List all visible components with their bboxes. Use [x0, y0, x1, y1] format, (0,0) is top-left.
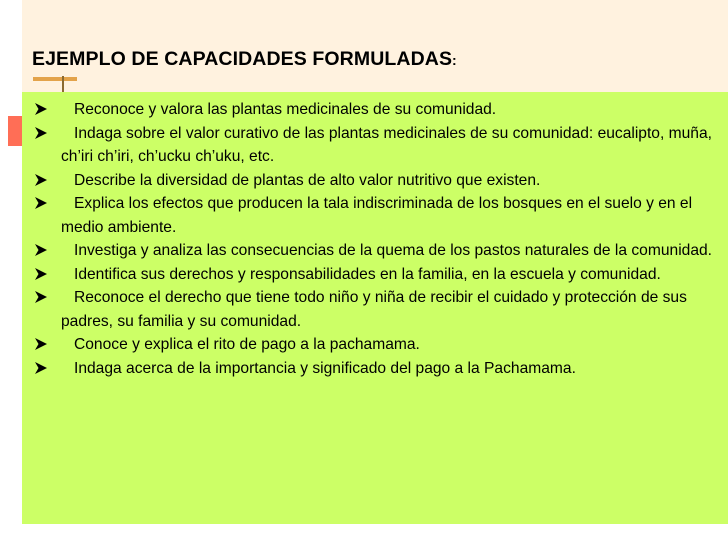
arrowhead-bullet-icon: [34, 102, 48, 116]
title-header-band: [22, 0, 728, 92]
capacity-item-text: Indaga sobre el valor curativo de las plantas medicinales de su comunidad: eucalipto, muña, ch’iri ch’iri, ch’ucku ch’uku, etc.: [61, 124, 712, 165]
capacity-item-text: Reconoce y valora las plantas medicinales de su comunidad.: [74, 101, 497, 118]
slide-title-text: EJEMPLO DE CAPACIDADES FORMULADAS: [32, 48, 453, 70]
arrowhead-bullet-icon: [34, 126, 48, 140]
capacity-item-text: Reconoce el derecho que tiene todo niño y niña de recibir el cuidado y protección de sus padres, su familia y su comunidad.: [61, 289, 687, 330]
slide-title: [32, 48, 457, 71]
capacity-item: [22, 98, 728, 122]
capacity-item: [22, 357, 728, 381]
side-accent-bar: [8, 116, 22, 146]
capacity-item-text: Explica los efectos que producen la tala indiscriminada de los bosques en el suelo y en el medio ambiente.: [61, 195, 693, 236]
capacities-list: [22, 98, 728, 380]
arrowhead-bullet-icon: [34, 196, 48, 210]
capacity-item-text: Investiga y analiza las consecuencias de la quema de los pastos naturales de la comunidad.: [74, 242, 713, 259]
capacity-item: [22, 286, 728, 333]
capacity-item-text: Conoce y explica el rito de pago a la pachamama.: [74, 336, 420, 353]
arrowhead-bullet-icon: [34, 173, 48, 187]
capacity-item-text: Identifica sus derechos y responsabilidades en la familia, en la escuela y comunidad.: [74, 265, 661, 283]
slide-title-colon: :: [452, 52, 457, 68]
capacity-item: [22, 239, 728, 263]
capacity-item-text: Indaga acerca de la importancia y significado del pago a la Pachamama.: [74, 359, 576, 377]
arrowhead-bullet-icon: [34, 361, 48, 375]
arrowhead-bullet-icon: [34, 243, 48, 257]
capacity-item: [22, 122, 728, 169]
capacity-item: [22, 263, 728, 287]
title-underline-accent: [33, 77, 77, 81]
arrowhead-bullet-icon: [34, 290, 48, 304]
capacity-item-text: Describe la diversidad de plantas de alto valor nutritivo que existen.: [74, 171, 541, 189]
capacity-item: [22, 169, 728, 193]
title-tick-mark: [62, 76, 64, 92]
arrowhead-bullet-icon: [34, 267, 48, 281]
capacity-item: [22, 192, 728, 239]
arrowhead-bullet-icon: [34, 337, 48, 351]
capacity-item: [22, 333, 728, 357]
